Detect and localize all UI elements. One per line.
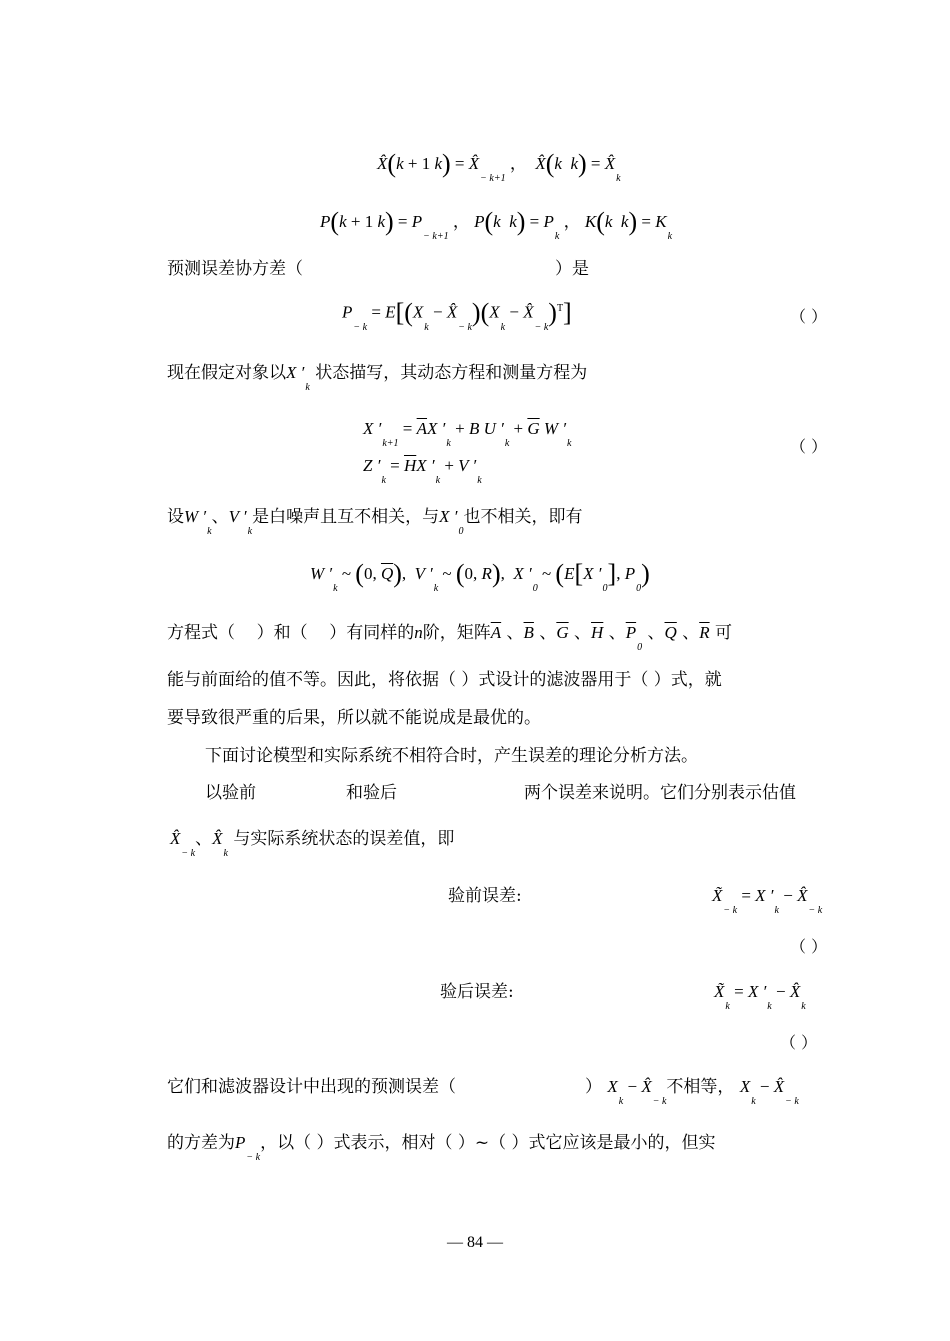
- text-line: 方程式（ ）和（ ）有同样的n阶，矩阵$\overline{A}$ 、$\overline{B}$ 、$\overline{G}$ 、$\overline{H}$ 、$\overline{P}_0$ 、$\overline{Q}$ 、$\overline{R}$ 可: [167, 623, 732, 653]
- text-line: 以验前: [205, 783, 256, 803]
- equation-number: （ ）: [790, 307, 828, 326]
- post-error-label: 验后误差:: [440, 982, 514, 1002]
- text-line: ） $X_k$ − $X̂_{- k}$不相等， $X_k$ − $X̂_{- k}$: [585, 1077, 799, 1107]
- equation-post-error: $X̃_k = X$ $'_k$ − $X̂_k$: [714, 982, 806, 1012]
- equation-number: （ ）: [790, 437, 828, 456]
- pre-error-label: 验前误差:: [448, 886, 522, 906]
- equation-estimate-notation: X̂(k + 1 $k) = X̂_{- k+1}$ ， X̂(k $k) = X̂_k$: [377, 149, 621, 184]
- equation-number: （ ）: [780, 1033, 818, 1052]
- equation-noise-distribution: W $'_k$ ~ (0, $\overline{Q}$), V $'_k$ ~ (0, R), X $'_0$ ~ (E[X $'_0$], $P_0$): [310, 559, 650, 594]
- equation-pre-error: $X̃_{- k} = X$ $'_k$ − $X̂_{- k}$: [712, 886, 823, 916]
- text-line: 设W $'_k$、V $'_k$是白噪声且互不相关，与X $'_0$也不相关，即有: [167, 507, 583, 537]
- text-line: 和验后: [346, 783, 397, 803]
- text-line: $X̂_{- k}$、$X̂_k$ 与实际系统状态的误差值，即: [170, 829, 455, 859]
- text-line: 能与前面给的值不等。因此，将依据（ ）式设计的滤波器用于（ ）式，就: [167, 670, 722, 690]
- equation-prediction-covariance: $P_{- k} = E[(X_k$ − $X̂_{- k})(X_k$ − $X̂_{- k})^T$]: [342, 297, 572, 333]
- text-line: 下面讨论模型和实际系统不相符合时，产生误差的理论分析方法。: [205, 746, 698, 766]
- text-line: 现在假定对象以X $'_k$ 状态描写，其动态方程和测量方程为: [167, 363, 588, 393]
- equation-dynamic: X $'_{k+1} = \overline{A}X$ $'_k + B$ U $'_k + \overline{G}$ W $'_k$: [363, 419, 572, 449]
- text-line: 要导致很严重的后果，所以就不能说成是最优的。: [167, 708, 541, 728]
- equation-measurement: Z $'_k = \overline{H}X$ $'_k + V$ $'_k$: [363, 456, 482, 486]
- text-line: 它们和滤波器设计中出现的预测误差（: [167, 1077, 456, 1097]
- page-number: — 84 —: [447, 1234, 503, 1251]
- text-line: 预测误差协方差（: [167, 259, 303, 279]
- text-line: 的方差为$P_{- k}$，以（ ）式表示，相对（ ）~（ ）式它应该是最小的，但实: [167, 1133, 716, 1163]
- equation-number: （ ）: [790, 937, 828, 956]
- equation-covariance-notation: P(k + 1 $k) = P_{- k+1}$ ， P(k $k) = P_k$ ， K(k $k) = K_k$: [320, 207, 673, 242]
- text-line: 两个误差来说明。它们分别表示估值: [524, 783, 796, 803]
- text-line: ）是: [555, 259, 589, 279]
